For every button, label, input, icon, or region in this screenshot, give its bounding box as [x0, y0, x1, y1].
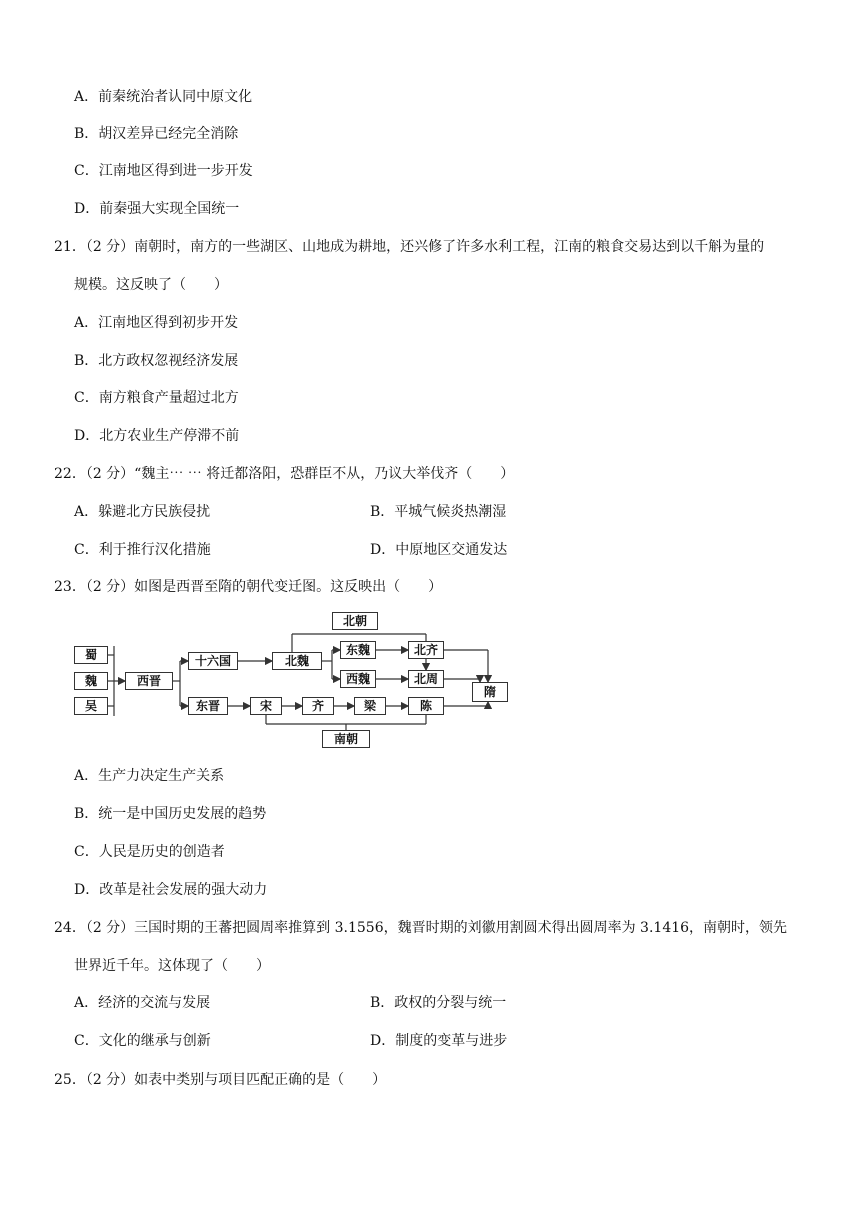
q23-stem: 23．（2 分）如图是西晋至隋的朝代变迁图。这反映出（ ）: [54, 579, 443, 595]
node-dongwei: 东魏: [340, 641, 376, 659]
node-xiwei: 西魏: [340, 670, 376, 688]
q20-option-d: D．前秦强大实现全国统一: [74, 201, 240, 217]
q22-option-d: D．中原地区交通发达: [370, 542, 508, 558]
node-sui: 隋: [472, 682, 508, 702]
q24-stem-line1: 24．（2 分）三国时期的王蕃把圆周率推算到 3.1556，魏晋时期的刘徽用割圆术得出圆周率为 3.1416，南朝时，领先: [54, 920, 788, 936]
q21-stem-line2: 规模。这反映了（ ）: [74, 277, 228, 293]
q21-option-b: B．北方政权忽视经济发展: [74, 353, 239, 369]
label-beichao: 北朝: [332, 612, 378, 630]
q21-option-a: A．江南地区得到初步开发: [74, 315, 239, 331]
dynasty-change-diagram: [70, 606, 515, 752]
node-wei: 魏: [74, 672, 108, 690]
q22-option-c: C．利于推行汉化措施: [74, 542, 211, 558]
q24-option-a: A．经济的交流与发展: [74, 995, 211, 1011]
node-dongjin: 东晋: [188, 697, 228, 715]
q24-stem-line2: 世界近千年。这体现了（ ）: [74, 958, 270, 974]
node-qi: 齐: [302, 697, 334, 715]
node-liang: 梁: [354, 697, 386, 715]
q20-option-b: B．胡汉差异已经完全消除: [74, 126, 239, 142]
node-beiqi: 北齐: [408, 641, 444, 659]
node-xijin: 西晋: [125, 672, 173, 690]
node-song: 宋: [250, 697, 282, 715]
node-beizhou: 北周: [408, 670, 444, 688]
q21-option-d: D．北方农业生产停滞不前: [74, 428, 240, 444]
q21-stem-line1: 21．（2 分）南朝时，南方的一些湖区、山地成为耕地，还兴修了许多水利工程，江南的粮食交易达到以千斛为量的: [54, 239, 765, 255]
node-chen: 陈: [408, 697, 444, 715]
q23-option-a: A．生产力决定生产关系: [74, 768, 225, 784]
q24-option-b: B．政权的分裂与统一: [370, 995, 507, 1011]
q23-option-c: C．人民是历史的创造者: [74, 844, 225, 860]
q24-option-d: D．制度的变革与进步: [370, 1033, 508, 1049]
q24-option-c: C．文化的继承与创新: [74, 1033, 211, 1049]
node-shiliuguo: 十六国: [188, 652, 238, 670]
q21-option-c: C．南方粮食产量超过北方: [74, 390, 239, 406]
q23-option-d: D．改革是社会发展的强大动力: [74, 882, 268, 898]
node-wu: 吴: [74, 697, 108, 715]
node-beiwei: 北魏: [272, 652, 322, 670]
q25-stem: 25．（2 分）如表中类别与项目匹配正确的是（ ）: [54, 1072, 387, 1088]
q23-option-b: B．统一是中国历史发展的趋势: [74, 806, 267, 822]
label-nanchao: 南朝: [322, 730, 370, 748]
q22-option-a: A．躲避北方民族侵扰: [74, 504, 211, 520]
q22-stem: 22．（2 分）“魏主⋯ ⋯ 将迁都洛阳，恐群臣不从，乃议大举伐齐（ ）: [54, 466, 515, 482]
q20-option-a: A．前秦统治者认同中原文化: [74, 89, 253, 105]
node-shu: 蜀: [74, 646, 108, 664]
q20-option-c: C．江南地区得到进一步开发: [74, 163, 253, 179]
q22-option-b: B．平城气候炎热潮湿: [370, 504, 507, 520]
